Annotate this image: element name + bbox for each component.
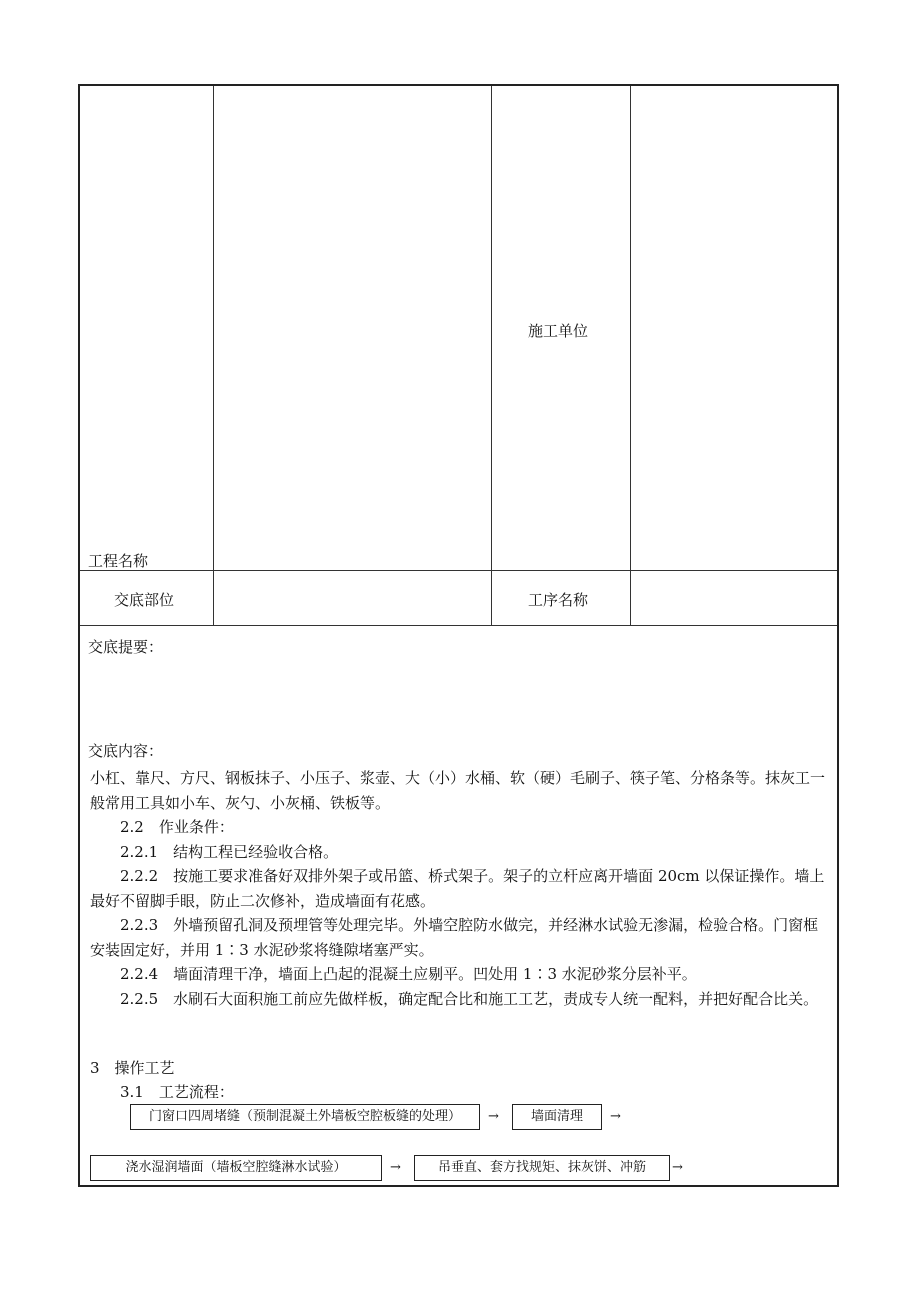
flow-arrow: → [610,1109,621,1124]
summary-label: 交底提要： [88,638,164,656]
section-2-2-4: 2.2.4 墙面清理干净，墙面上凸起的混凝土应剔平。凹处用 1∶3 水泥砂浆分层补平。 [120,965,697,983]
section-2-2-5: 2.2.5 水刷石大面积施工前应先做样板，确定配合比和施工工艺，责成专人统一配料，并把好配合比关。 [120,989,819,1008]
project-name-label: 工程名称 [88,552,149,570]
section-2-2-3: 2.2.3 外墙预留孔洞及预埋管等处理完毕。外墙空腔防水做完，并经淋水试验无渗漏，检验合格。门窗框安装固定好，并用 1∶3 水泥砂浆将缝隙堵塞严实。 [90,916,819,959]
section-2-2-2: 2.2.2 按施工要求准备好双排外架子或吊篮、桥式架子。架子的立杆应离开墙面 20cm 以保证操作。墙上最好不留脚手眼，防止二次修补，造成墙面有花感。 [90,867,825,910]
flow-arrow: → [390,1160,401,1175]
grid-line [80,570,837,571]
content-label: 交底内容： [88,742,164,760]
section-2-2: 2.2 作业条件： [120,818,234,836]
grid-line [630,86,631,626]
flow-step-plumb-square: 吊垂直、套方找规矩、抹灰饼、冲筋 [414,1155,670,1181]
tools-paragraph: 小杠、靠尺、方尺、钢板抹子、小压子、浆壶、大（小）水桶、软（硬）毛刷子、筷子笔、分格条等。抹灰工一般常用工具如小车、灰勺、小灰桶、铁板等。 [90,769,826,812]
process-name-label: 工序名称 [528,591,589,609]
flow-arrow: → [488,1109,499,1124]
grid-line [213,86,214,626]
flow-arrow: → [672,1160,683,1175]
flow-step-seal-gaps: 门窗口四周堵缝（预制混凝土外墙板空腔板缝的处理） [130,1104,480,1130]
section-3-1: 3.1 工艺流程： [120,1083,234,1101]
flow-step-wet-wall: 浇水湿润墙面（墙板空腔缝淋水试验） [90,1155,382,1181]
grid-line [80,625,837,626]
section-2-2-1: 2.2.1 结构工程已经验收合格。 [120,842,339,861]
disclosure-form [78,84,839,1187]
content-body [90,766,827,1011]
grid-line [491,86,492,626]
flow-step-wall-cleaning: 墙面清理 [512,1104,602,1130]
disclosure-part-label: 交底部位 [114,591,175,609]
section-3-title: 3 操作工艺 [90,1059,175,1077]
construction-unit-label: 施工单位 [528,322,589,340]
